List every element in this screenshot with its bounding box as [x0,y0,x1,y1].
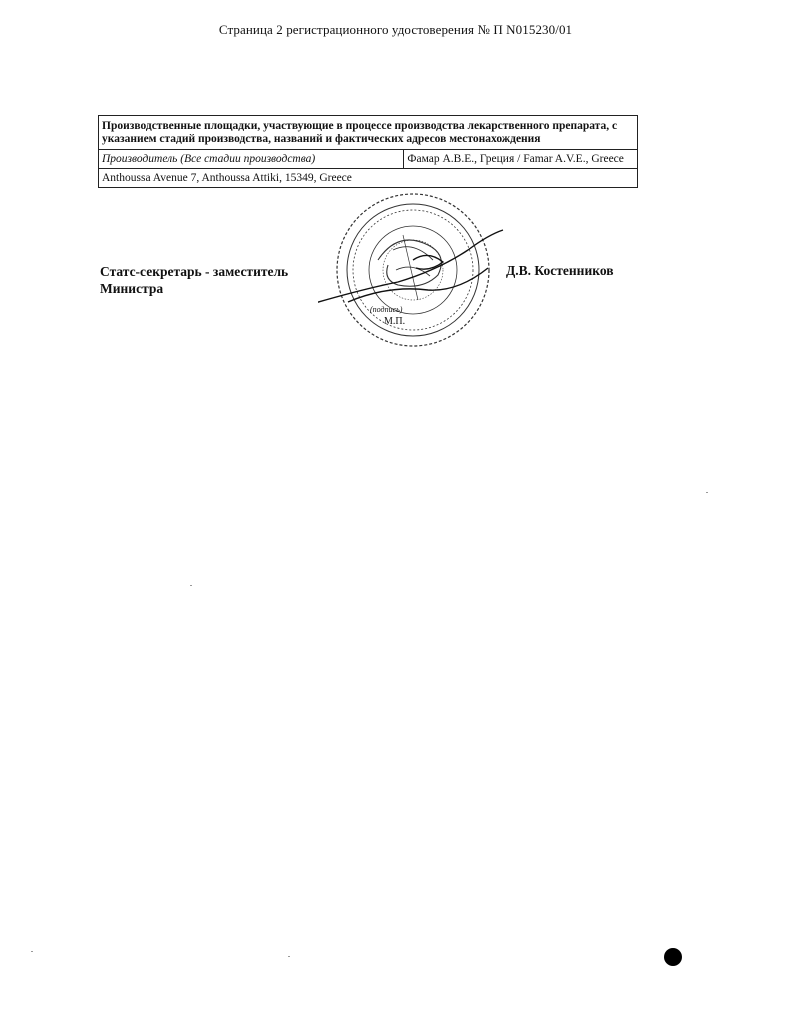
signer-title-line1: Статс-секретарь - заместитель [100,264,289,279]
signer-title [100,263,288,297]
seal-place-mark: М.П. [384,316,406,327]
table-row [99,150,638,169]
scan-speck [31,951,33,952]
scan-speck [190,585,192,586]
manufacturer-role: Производитель (Все стадии производства) [99,150,404,169]
scan-speck [706,492,708,493]
official-seal-stamp [318,190,508,350]
signature-label: (подпись) [370,305,403,314]
table-heading-row [99,116,638,150]
address-row [99,169,638,188]
page-header: Страница 2 регистрационного удостоверения № П N015230/01 [218,22,573,37]
table-heading: Производственные площадки, участвующие в процессе производства лекарственного препарата, с указанием стадий производства, названий и фактических адресов местонахождения [99,116,638,150]
scan-dot-mark [664,948,682,966]
manufacturer-address: Anthoussa Avenue 7, Anthoussa Attiki, 15349, Greece [99,169,638,188]
manufacturer-name: Фамар А.В.Е., Греция / Famar A.V.E., Greece [404,150,638,169]
manufacturing-sites-table [98,115,638,188]
signer-name: Д.В. Костенников [506,263,614,278]
scan-speck [288,956,290,957]
signer-title-line2: Министра [100,281,164,296]
